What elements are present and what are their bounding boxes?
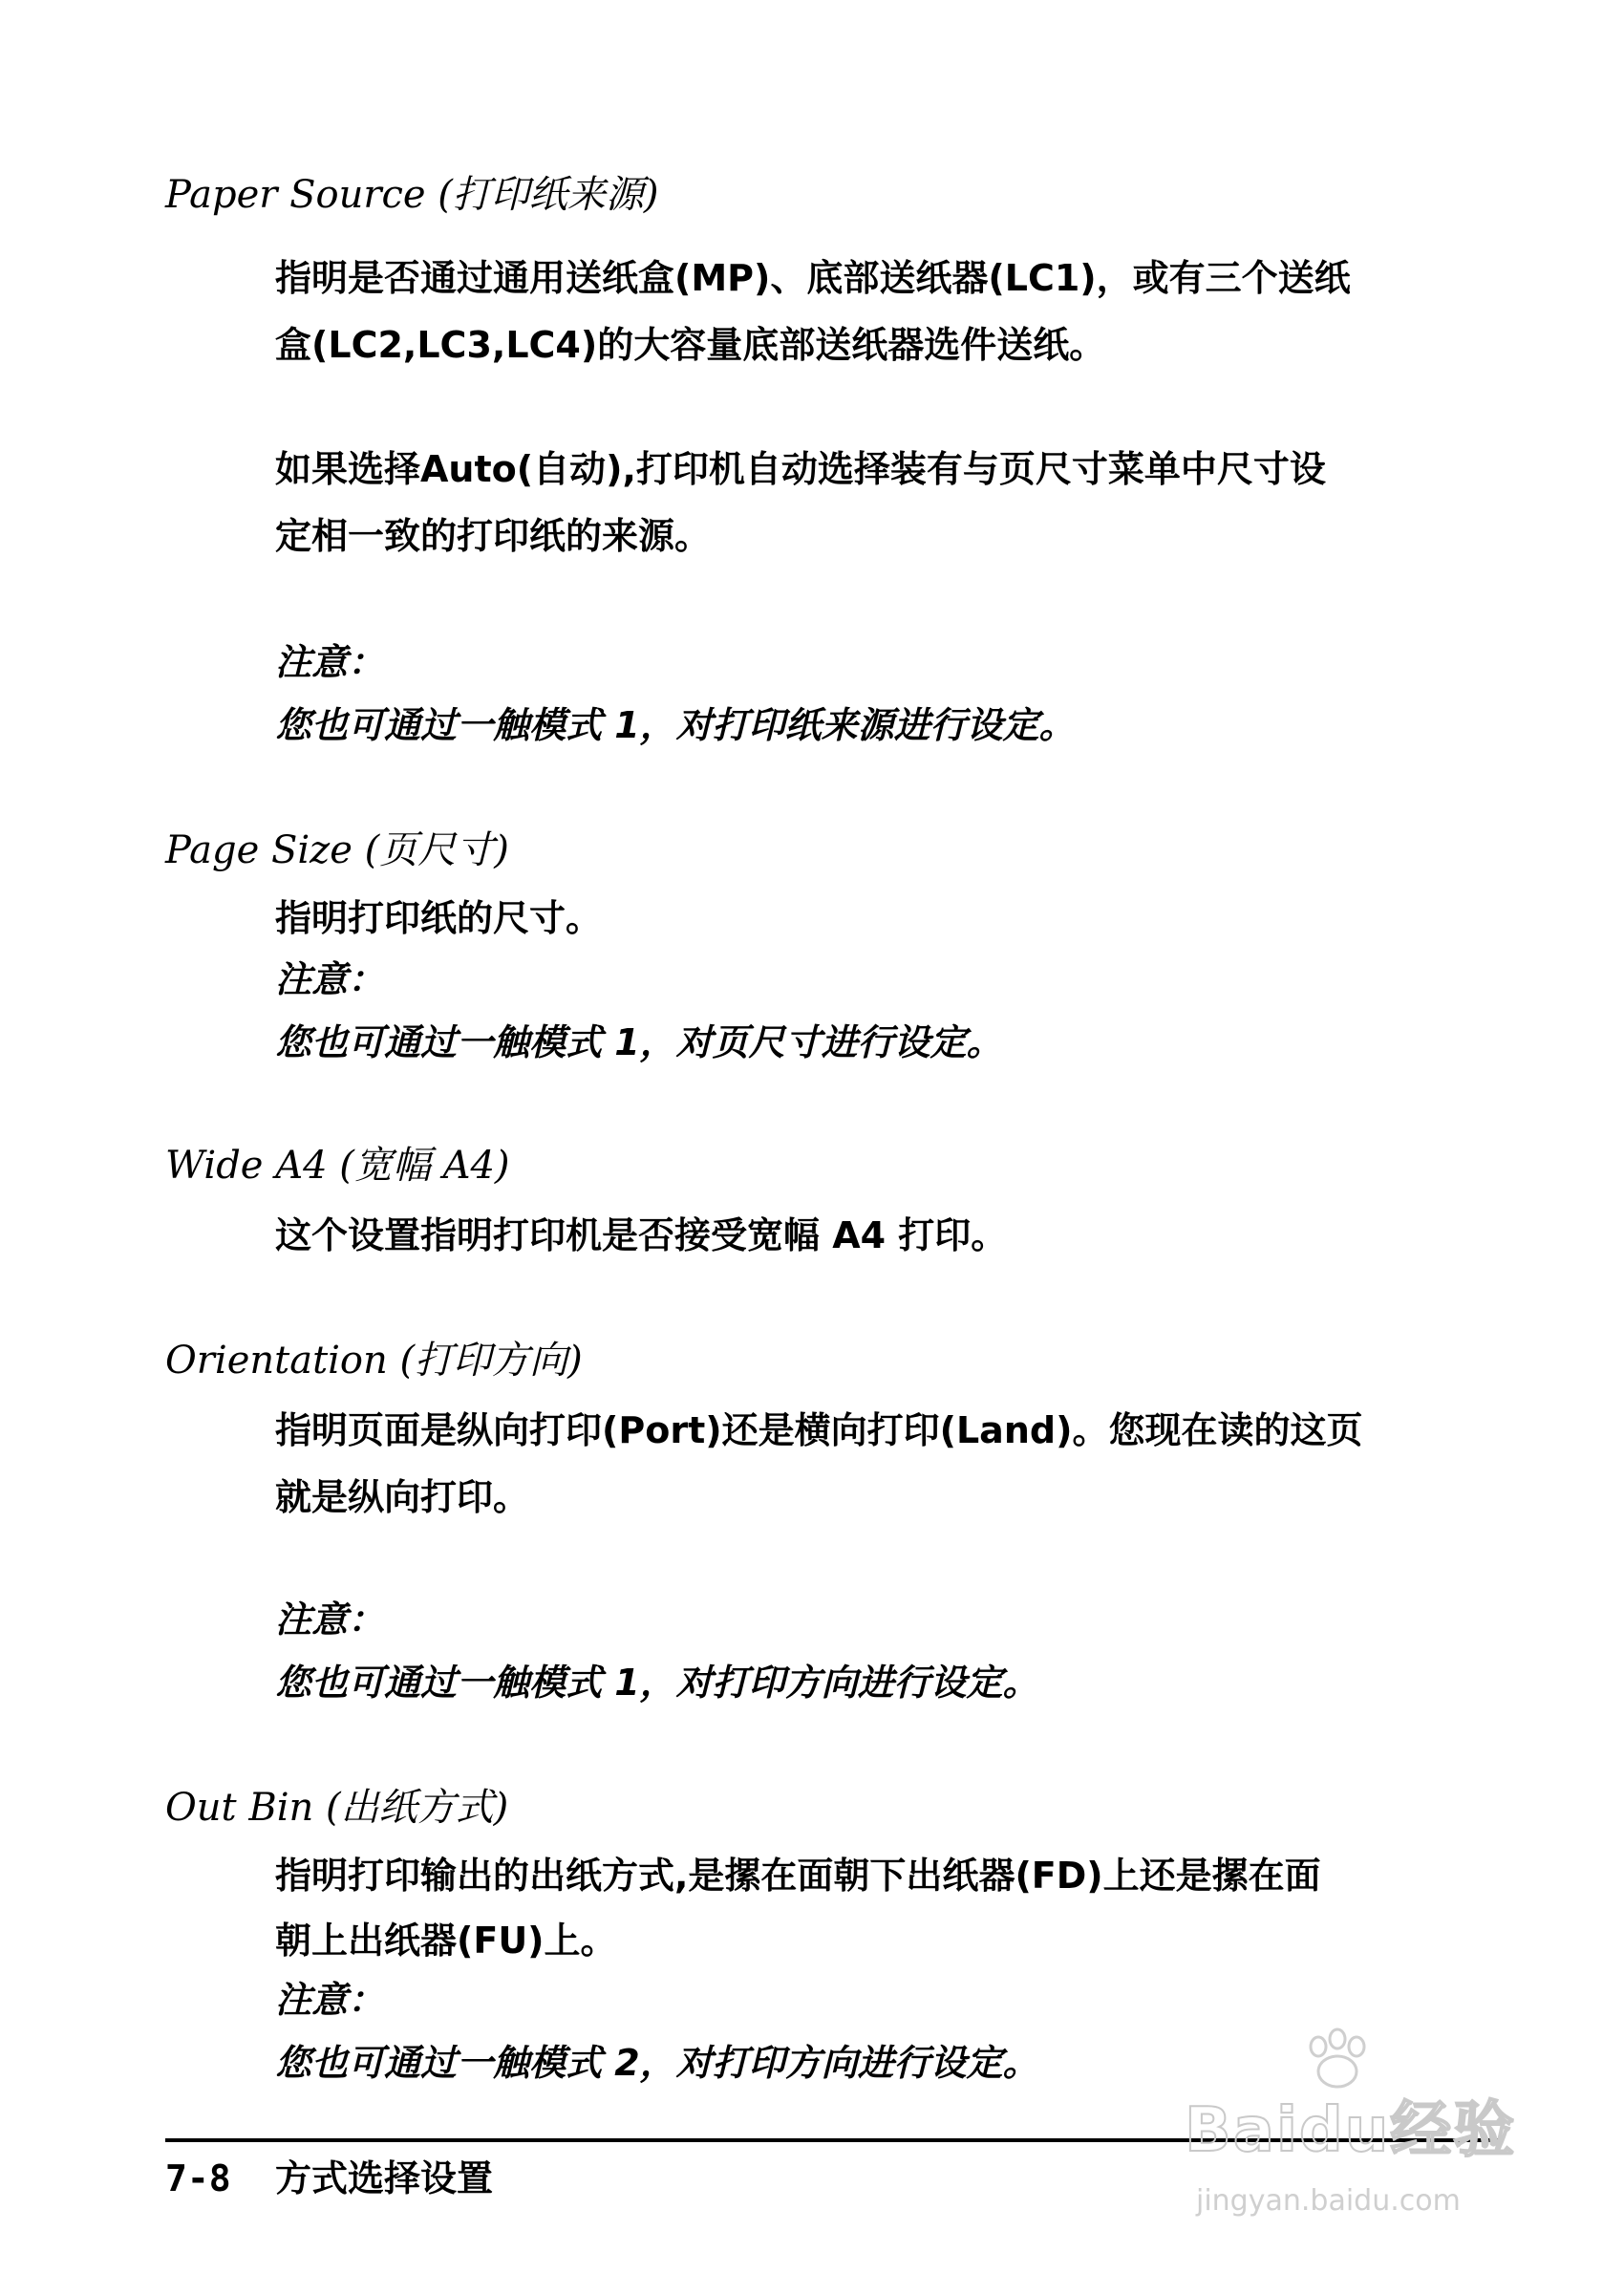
out-bin-desc-line-2: 朝上出纸器(FU)上。 <box>275 1920 617 1962</box>
baidu-watermark <box>1165 2026 1567 2250</box>
page-number: 7-8 <box>165 2157 231 2199</box>
paper-source-desc-line-1: 指明是否通过通用送纸盒(MP)、底部送纸器(LC1)，或有三个送纸 <box>275 257 1351 299</box>
chapter-title: 方式选择设置 <box>275 2157 494 2199</box>
section-heading-paper-source: Paper Source (打印纸来源) <box>165 173 659 217</box>
paper-source-auto-line-2: 定相一致的打印纸的来源。 <box>275 515 712 557</box>
orientation-note-label: 注意： <box>275 1598 385 1641</box>
out-bin-desc-line-1: 指明打印输出的出纸方式,是摞在面朝下出纸器(FD)上还是摞在面 <box>275 1855 1321 1897</box>
page-size-note-text: 您也可通过一触模式 1，对页尺寸进行设定。 <box>275 1021 1003 1063</box>
page-size-desc: 指明打印纸的尺寸。 <box>275 897 603 939</box>
section-heading-orientation: Orientation (打印方向) <box>165 1339 583 1383</box>
out-bin-note-text: 您也可通过一触模式 2，对打印方向进行设定。 <box>275 2042 1039 2084</box>
out-bin-note-label: 注意： <box>275 1979 385 2021</box>
orientation-desc-line-2: 就是纵向打印。 <box>275 1476 530 1518</box>
wide-a4-desc: 这个设置指明打印机是否接受宽幅 A4 打印。 <box>275 1214 1008 1256</box>
section-heading-wide-a4: Wide A4 (宽幅 A4) <box>165 1144 510 1188</box>
paper-source-auto-line-1: 如果选择Auto(自动),打印机自动选择装有与页尺寸菜单中尺寸设 <box>275 448 1326 490</box>
section-heading-out-bin: Out Bin (出纸方式) <box>165 1786 509 1830</box>
paper-source-note-text: 您也可通过一触模式 1，对打印纸来源进行设定。 <box>275 704 1076 746</box>
page-size-note-label: 注意： <box>275 958 385 1000</box>
orientation-desc-line-1: 指明页面是纵向打印(Port)还是横向打印(Land)。您现在读的这页 <box>275 1409 1363 1451</box>
paper-source-desc-line-2: 盒(LC2,LC3,LC4)的大容量底部送纸器选件送纸。 <box>275 324 1106 366</box>
section-heading-page-size: Page Size (页尺寸) <box>165 828 509 872</box>
paper-source-note-label: 注意： <box>275 641 385 683</box>
watermark-brand: Baidu经验 <box>1185 2095 1517 2166</box>
orientation-note-text: 您也可通过一触模式 1，对打印方向进行设定。 <box>275 1662 1039 1704</box>
watermark-url: jingyan.baidu.com <box>1196 2184 1461 2218</box>
